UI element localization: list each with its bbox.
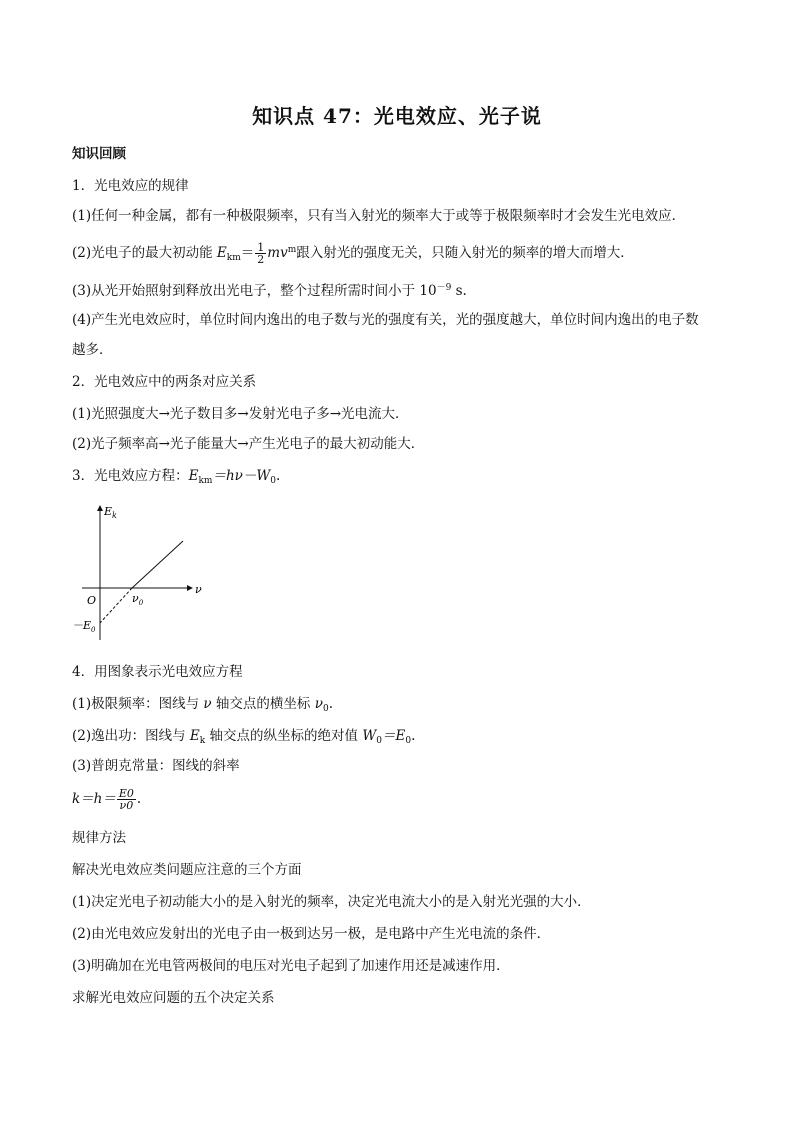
s4-k-formula <box>72 788 732 811</box>
s4-p2-W: W <box>362 728 377 744</box>
methods-heading: 规律方法 <box>72 830 126 846</box>
s1-p2-ekm: E <box>216 245 227 261</box>
s4-p2-E: E <box>189 728 200 744</box>
s1-p3 <box>72 278 732 301</box>
s4-heading: 4．用图象表示光电效应方程 <box>72 664 243 680</box>
s1-p3-text-b: s. <box>451 283 467 299</box>
s2-p2: (2)光子频率高→光子能量大→产生光电子的最大初动能大． <box>72 436 425 452</box>
s4-p2-eq: ＝E <box>381 728 406 744</box>
s4-p2-E-sub2: 0 <box>405 736 412 746</box>
s4-p2-E-sub: k <box>199 736 206 746</box>
k-formula-lhs: k＝h＝ <box>72 791 116 807</box>
frac-denominator: 2 <box>257 253 265 266</box>
s1-p2-text-b: 跟入射光的强度无关，只随入射光的频率的增大而增大． <box>296 245 634 261</box>
methods-last: 求解光电效应问题的五个决定关系 <box>72 990 275 1006</box>
s4-p2-text-b: 轴交点的纵坐标的绝对值 <box>205 728 363 744</box>
ek-line <box>132 541 183 588</box>
methods-p3: (3)明确加在光电管两极间的电压对光电子起到了加速作用还是减速作用． <box>72 958 510 974</box>
s4-p1-text-a: (1)极限频率：图线与 <box>72 696 204 712</box>
s3-end: . <box>275 468 281 484</box>
k-frac-denominator: ν0 <box>119 799 134 812</box>
s4-p2-end: . <box>411 728 416 744</box>
s4-p3: (3)普朗克常量：图线的斜率 <box>72 758 240 774</box>
s4-p1-end: . <box>328 696 333 712</box>
s2-heading: 2．光电效应中的两条对应关系 <box>72 374 257 390</box>
s4-p1 <box>72 694 732 719</box>
s4-p2-W-sub: 0 <box>376 736 382 746</box>
frac-numerator: 1 <box>257 241 265 254</box>
s4-p1-nu: ν <box>203 696 212 712</box>
s3-heading-text: 3．光电效应方程： <box>72 468 189 484</box>
neg-e0-label: $-E_0$ <box>72 619 96 634</box>
s3-eq: ＝hν－W <box>212 468 271 484</box>
ek-line-extension <box>100 588 132 623</box>
k-fraction <box>117 788 136 811</box>
nu0-label: $\nu_0$ <box>132 592 144 607</box>
review-heading: 知识回顾 <box>72 146 126 162</box>
page-title: 知识点 47：光电效应、光子说 <box>252 104 542 128</box>
x-axis-label: ν <box>195 583 202 596</box>
s1-p1: (1)任何一种金属，都有一种极限频率，只有当入射光的频率大于或等于极限频率时才会发生光电效应． <box>72 208 686 224</box>
s4-p2 <box>72 726 732 751</box>
s3-E: E <box>188 468 199 484</box>
k-frac-numerator: E0 <box>118 787 134 800</box>
s1-heading: 1．光电效应的规律 <box>72 178 189 194</box>
s3-W-sub: 0 <box>270 476 276 486</box>
origin-label: O <box>87 594 97 607</box>
s1-p2-mv: mv <box>267 245 288 261</box>
s1-p4-line1: (4)产生光电效应时，单位时间内逸出的电子数与光的强度有关，光的强度越大，单位时间内逸出的电子数 <box>72 312 699 328</box>
s1-p3-sup: －9 <box>436 283 452 293</box>
photoelectric-graph <box>70 500 210 645</box>
s1-p2-sup: m <box>287 245 297 255</box>
s2-p1: (1)光照强度大→光子数目多→发射光电子多→光电流大． <box>72 406 409 422</box>
methods-p1: (1)决定光电子初动能大小的是入射光的频率，决定光电流大小的是入射光光强的大小． <box>72 894 591 910</box>
s1-p2 <box>72 240 732 268</box>
s1-p2-fraction <box>255 242 266 265</box>
s1-p4-line2: 越多． <box>72 342 113 358</box>
k-formula-end: . <box>136 791 142 807</box>
s1-p2-text-a: (2)光电子的最大初动能 <box>72 245 217 261</box>
methods-p2: (2)由光电效应发射出的光电子由一极到达另一极，是电路中产生光电流的条件． <box>72 926 551 942</box>
s4-p2-text-a: (2)逸出功：图线与 <box>72 728 190 744</box>
s4-p1-nu0: ν <box>314 696 323 712</box>
s3-E-sub: km <box>198 476 213 486</box>
methods-intro: 解决光电效应类问题应注意的三个方面 <box>72 862 302 878</box>
s4-p1-text-b: 轴交点的横坐标 <box>211 696 315 712</box>
s1-p3-text-a: (3)从光开始照射到释放出光电子，整个过程所需时间小于 10 <box>72 283 437 299</box>
s3-heading <box>72 466 732 491</box>
s4-p1-nu0-sub: 0 <box>322 704 329 714</box>
y-axis-label: $E_k$ <box>104 505 117 520</box>
s1-p2-eq: ＝ <box>240 245 255 261</box>
s1-p2-ekm-sub: km <box>226 253 241 263</box>
